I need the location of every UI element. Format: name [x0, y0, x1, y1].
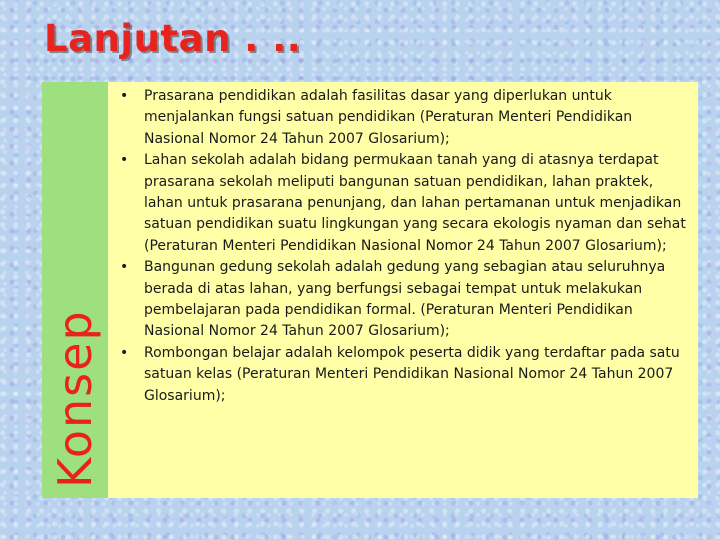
- bullet-text: Lahan sekolah adalah bidang permukaan tanah yang di atasnya terdapat prasarana sekolah meliputi bangunan satuan pendidikan, lahan praktek, lahan untuk prasarana penunjang, dan lahan pertamanan untuk menjadikan satuan pendidikan suatu lingkungan yang secara ekologis nyaman dan sehat (Peraturan Menteri Pendidikan Nasional Nomor 24 Tahun 2007 Glosarium);: [144, 152, 686, 254]
- content-panel: [108, 82, 698, 498]
- bullet-text: Prasarana pendidikan adalah fasilitas dasar yang diperlukan untuk menjalankan fungsi satuan pendidikan (Peraturan Menteri Pendidikan Nasional Nomor 24 Tahun 2007 Glosarium);: [144, 88, 633, 147]
- bullet-item-lahan: [116, 150, 688, 257]
- bullet-text: Rombongan belajar adalah kelompok peserta didik yang terdaftar pada satu satuan kelas (Peraturan Menteri Pendidikan Nasional Nomor 24 Tahun 2007 Glosarium);: [144, 344, 680, 404]
- bullet-dot-icon: •: [120, 344, 129, 361]
- bullet-dot-icon: •: [120, 152, 129, 169]
- side-label-konsep: Konsep: [48, 309, 102, 488]
- bullet-item-rombongan: [116, 343, 688, 407]
- bullet-dot-icon: •: [120, 259, 129, 276]
- bullet-list: [116, 86, 688, 407]
- side-panel: [42, 82, 108, 498]
- bullet-text: Bangunan gedung sekolah adalah gedung yang sebagian atau seluruhnya berada di atas lahan, yang berfungsi sebagai tempat untuk melakukan pembelajaran pada pendidikan formal. (Peraturan Menteri Pendidikan Nasional Nomor 24 Tahun 2007 Glosarium);: [144, 259, 666, 340]
- bullet-item-bangunan: [116, 257, 688, 343]
- bullet-dot-icon: •: [120, 88, 129, 104]
- slide-title: Lanjutan . ..: [44, 17, 302, 60]
- bullet-item-prasarana: [116, 86, 688, 150]
